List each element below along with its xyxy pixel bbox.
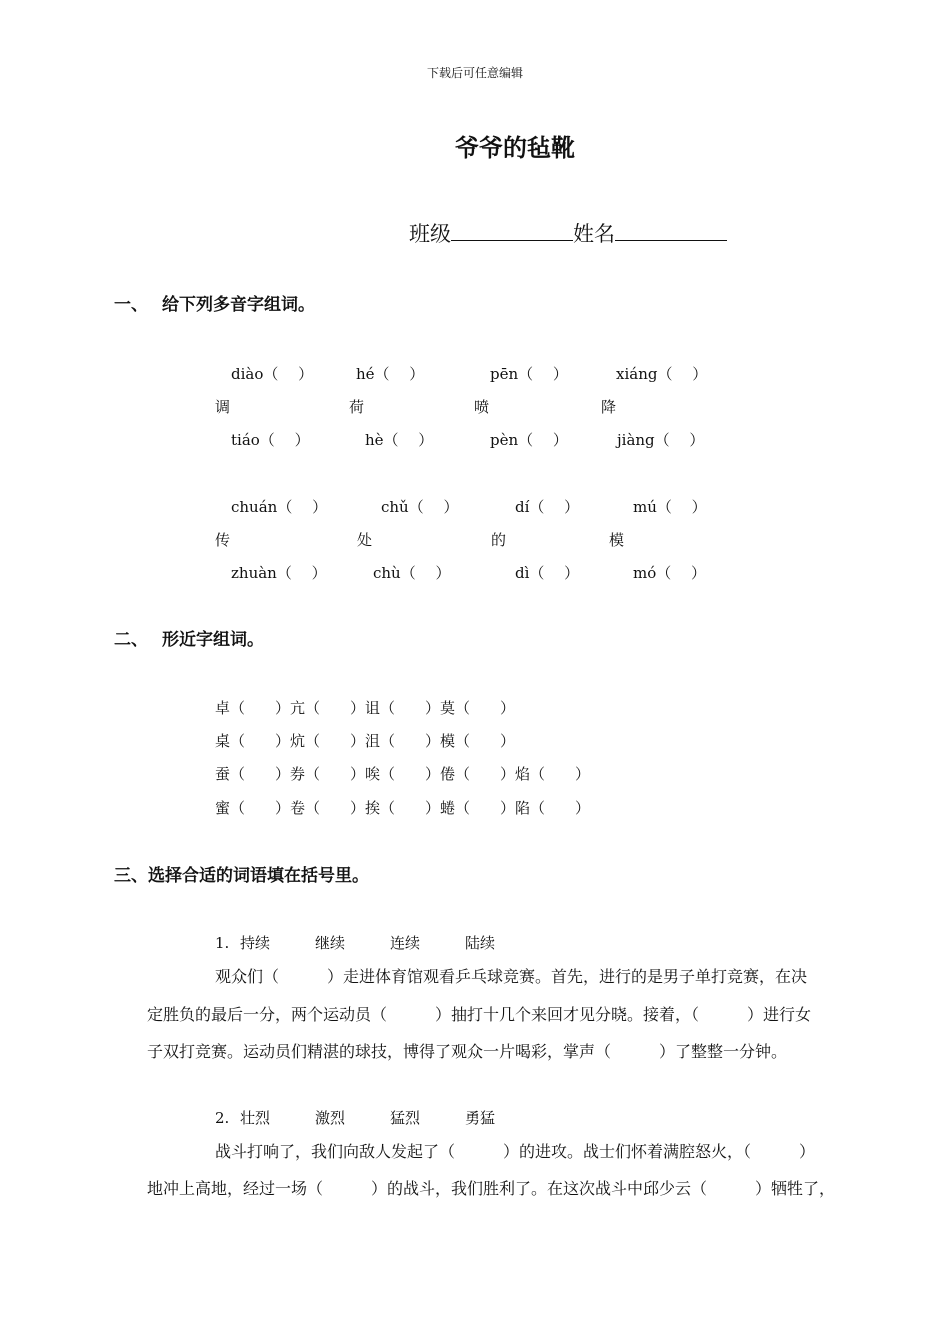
polyphone-char: 调 — [215, 398, 231, 416]
passage-line: 子双打竞赛。运动员们精湛的球技，博得了观众一片喝彩，掌声（ ）了整整一分钟。 — [147, 1042, 788, 1061]
polyphone-char: 降 — [601, 398, 617, 416]
polyphone-char: 的 — [491, 531, 507, 549]
pinyin-item: hé（ ） — [356, 365, 425, 383]
section1-number: 一、 — [114, 295, 148, 315]
pinyin-item: chuán（ ） — [231, 498, 328, 516]
similar-char-row: 卓（ ）亢（ ）诅（ ）莫（ ） — [215, 699, 516, 717]
question-number: 1. — [215, 934, 230, 952]
polyphone-char: 处 — [357, 531, 373, 549]
passage-line: 地冲上高地，经过一场（ ）的战斗，我们胜利了。在这次战斗中邱少云（ ）牺牲了， — [147, 1179, 836, 1198]
name-label: 姓名 — [573, 222, 615, 246]
document-title: 爷爷的毡靴 — [455, 134, 575, 162]
pinyin-item: zhuàn（ ） — [231, 564, 327, 582]
word-option: 勇猛 — [465, 1109, 496, 1127]
pinyin-item: chǔ（ ） — [381, 498, 459, 516]
pinyin-item: hè（ ） — [365, 431, 434, 449]
pinyin-item: pēn（ ） — [490, 365, 568, 383]
passage-line: 定胜负的最后一分，两个运动员（ ）抽打十几个来回才见分晓。接着，（ ）进行女 — [147, 1005, 812, 1024]
polyphone-char: 传 — [215, 531, 231, 549]
pinyin-item: xiáng（ ） — [616, 365, 708, 383]
word-option: 连续 — [390, 934, 421, 952]
pinyin-item: dì（ ） — [515, 564, 580, 582]
page-header: 下载后可任意编辑 — [426, 66, 523, 80]
passage-line: 战斗打响了，我们向敌人发起了（ ）的进攻。战士们怀着满腔怒火，（ ） — [215, 1142, 816, 1161]
pinyin-item: dí（ ） — [515, 498, 580, 516]
pinyin-item: mú（ ） — [633, 498, 707, 516]
word-option: 持续 — [240, 934, 271, 952]
similar-char-row: 蚕（ ）券（ ）唉（ ）倦（ ）焰（ ） — [215, 765, 591, 783]
pinyin-item: chù（ ） — [373, 564, 451, 582]
class-label: 班级 — [409, 222, 451, 246]
passage-line: 观众们（ ）走进体育馆观看乒乓球竞赛。首先，进行的是男子单打竞赛，在决 — [215, 967, 808, 986]
word-option: 陆续 — [465, 934, 496, 952]
pinyin-item: mó（ ） — [633, 564, 707, 582]
pinyin-item: diào（ ） — [231, 365, 314, 383]
word-option: 猛烈 — [390, 1109, 421, 1127]
similar-char-row: 蜜（ ）卷（ ）挨（ ）蜷（ ）陷（ ） — [215, 799, 591, 817]
pinyin-item: jiàng（ ） — [617, 431, 705, 449]
section1-heading: 给下列多音字组词。 — [162, 295, 315, 315]
class-blank[interactable] — [451, 222, 573, 241]
word-option: 激烈 — [315, 1109, 346, 1127]
polyphone-char: 荷 — [349, 398, 365, 416]
section2-heading: 形近字组词。 — [162, 630, 264, 650]
pinyin-item: pèn（ ） — [490, 431, 568, 449]
polyphone-char: 模 — [609, 531, 625, 549]
name-blank[interactable] — [615, 222, 727, 241]
word-option: 继续 — [315, 934, 346, 952]
section2-number: 二、 — [114, 630, 148, 650]
pinyin-item: tiáo（ ） — [231, 431, 310, 449]
student-info-line — [409, 222, 727, 245]
polyphone-char: 喷 — [474, 398, 490, 416]
section3-heading: 三、选择合适的词语填在括号里。 — [114, 866, 369, 886]
similar-char-row: 桌（ ）炕（ ）沮（ ）模（ ） — [215, 732, 516, 750]
question-number: 2. — [215, 1109, 230, 1127]
word-option: 壮烈 — [240, 1109, 271, 1127]
